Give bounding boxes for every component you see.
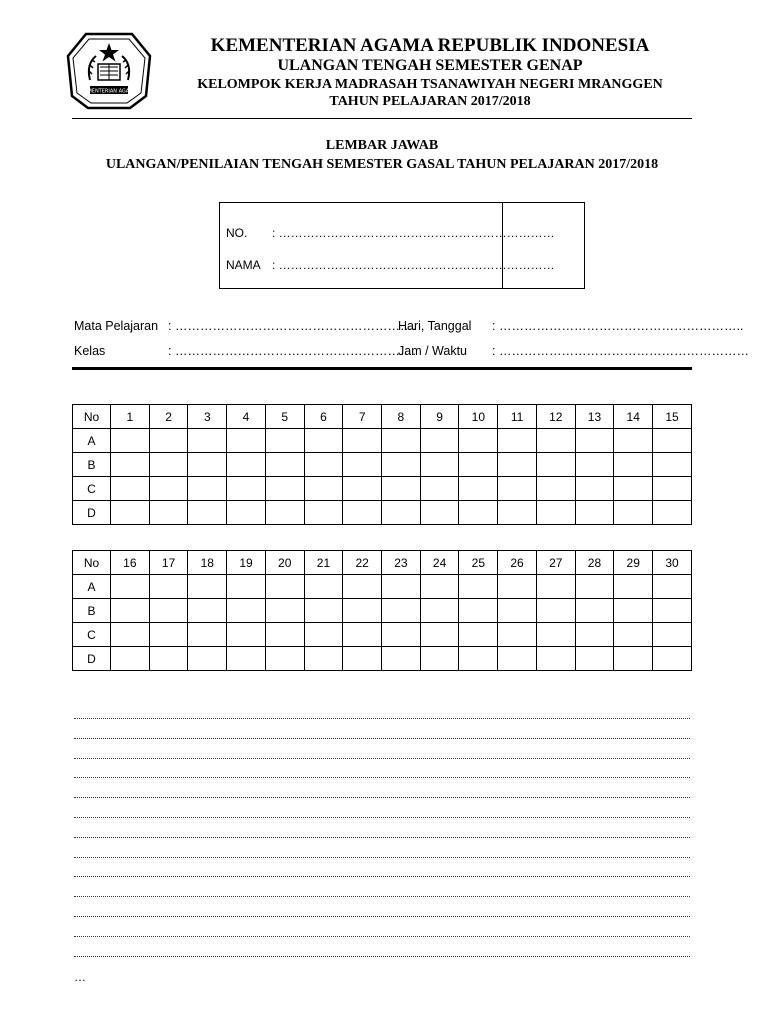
- question-number: 28: [575, 551, 614, 575]
- answer-grid-16-30: [72, 550, 692, 671]
- answer-cell[interactable]: [111, 429, 150, 453]
- question-number: 18: [188, 551, 227, 575]
- option-label: B: [73, 453, 111, 477]
- answer-cell[interactable]: [149, 429, 188, 453]
- kelas-label: Kelas: [74, 344, 106, 358]
- answer-cell[interactable]: [614, 453, 653, 477]
- essay-line[interactable]: [74, 817, 690, 818]
- answer-cell[interactable]: [653, 501, 692, 525]
- question-number: 13: [575, 405, 614, 429]
- question-number: 7: [343, 405, 382, 429]
- question-number: 9: [420, 405, 459, 429]
- question-number: 17: [149, 551, 188, 575]
- answer-cell[interactable]: [304, 599, 343, 623]
- answer-cell[interactable]: [382, 453, 421, 477]
- answer-cell[interactable]: [382, 647, 421, 671]
- answer-cell[interactable]: [653, 623, 692, 647]
- essay-line[interactable]: [74, 876, 690, 877]
- answer-cell[interactable]: [343, 429, 382, 453]
- answer-cell[interactable]: [149, 647, 188, 671]
- answer-cell[interactable]: [653, 575, 692, 599]
- nama-field[interactable]: : ……………………………………………………………: [272, 258, 555, 272]
- answer-cell[interactable]: [188, 647, 227, 671]
- kelas-row[interactable]: [74, 344, 416, 358]
- answer-cell[interactable]: [343, 453, 382, 477]
- question-number: 22: [343, 551, 382, 575]
- answer-cell[interactable]: [382, 477, 421, 501]
- question-number: 2: [149, 405, 188, 429]
- header-group: KELOMPOK KERJA MADRASAH TSANAWIYAH NEGERI MRANGGEN: [197, 77, 663, 92]
- answer-cell[interactable]: [343, 575, 382, 599]
- answer-cell[interactable]: [575, 575, 614, 599]
- answer-cell[interactable]: [265, 599, 304, 623]
- answer-cell[interactable]: [459, 501, 498, 525]
- answer-cell[interactable]: [343, 501, 382, 525]
- jam-row[interactable]: [398, 344, 749, 358]
- answer-grid-1-15: [72, 404, 692, 525]
- header-exam: ULANGAN TENGAH SEMESTER GENAP: [277, 57, 583, 74]
- option-row: [73, 599, 692, 623]
- answer-cell[interactable]: [459, 647, 498, 671]
- question-number: 3: [188, 405, 227, 429]
- answer-cell[interactable]: [265, 453, 304, 477]
- svg-text:KEMENTERIAN AGAMA: KEMENTERIAN AGAMA: [81, 88, 137, 95]
- info-divider: [72, 367, 692, 370]
- question-number: 21: [304, 551, 343, 575]
- essay-line[interactable]: [74, 857, 690, 858]
- answer-cell[interactable]: [498, 429, 537, 453]
- answer-cell[interactable]: [382, 623, 421, 647]
- answer-cell[interactable]: [149, 575, 188, 599]
- answer-cell[interactable]: [188, 599, 227, 623]
- question-number: 12: [536, 405, 575, 429]
- identity-box: [219, 202, 585, 289]
- answer-cell[interactable]: [343, 599, 382, 623]
- answer-cell[interactable]: [265, 501, 304, 525]
- answer-cell[interactable]: [227, 575, 266, 599]
- question-number: 14: [614, 405, 653, 429]
- question-number: 16: [111, 551, 150, 575]
- answer-cell[interactable]: [653, 647, 692, 671]
- option-row: [73, 453, 692, 477]
- question-number: 15: [653, 405, 692, 429]
- nama-label: NAMA: [226, 258, 261, 272]
- answer-cell[interactable]: [498, 453, 537, 477]
- grid-no-label: No: [73, 551, 111, 575]
- answer-cell[interactable]: [498, 575, 537, 599]
- option-label: B: [73, 599, 111, 623]
- option-label: C: [73, 477, 111, 501]
- answer-cell[interactable]: [536, 623, 575, 647]
- option-row: [73, 647, 692, 671]
- question-number: 4: [227, 405, 266, 429]
- question-number: 26: [498, 551, 537, 575]
- no-field[interactable]: : ……………………………………………………………: [272, 226, 555, 240]
- answer-cell[interactable]: [498, 501, 537, 525]
- question-number: 23: [382, 551, 421, 575]
- answer-cell[interactable]: [420, 647, 459, 671]
- question-number: 8: [382, 405, 421, 429]
- answer-cell[interactable]: [420, 453, 459, 477]
- ministry-logo: [66, 30, 152, 110]
- answer-cell[interactable]: [536, 599, 575, 623]
- answer-cell[interactable]: [304, 453, 343, 477]
- answer-cell[interactable]: [227, 429, 266, 453]
- jam-label: Jam / Waktu: [398, 344, 467, 358]
- grid-header-row: [73, 405, 692, 429]
- answer-cell[interactable]: [498, 599, 537, 623]
- question-number: 27: [536, 551, 575, 575]
- answer-cell[interactable]: [149, 501, 188, 525]
- essay-line[interactable]: [74, 916, 690, 917]
- question-number: 19: [227, 551, 266, 575]
- answer-cell[interactable]: [614, 575, 653, 599]
- answer-cell[interactable]: [459, 477, 498, 501]
- answer-cell[interactable]: [111, 453, 150, 477]
- answer-cell[interactable]: [304, 477, 343, 501]
- question-number: 10: [459, 405, 498, 429]
- answer-cell[interactable]: [265, 477, 304, 501]
- identity-no-row[interactable]: [226, 226, 555, 240]
- answer-cell[interactable]: [382, 429, 421, 453]
- answer-cell[interactable]: [614, 647, 653, 671]
- answer-cell[interactable]: [149, 623, 188, 647]
- answer-cell[interactable]: [575, 623, 614, 647]
- option-label: C: [73, 623, 111, 647]
- header-ministry: KEMENTERIAN AGAMA REPUBLIK INDONESIA: [210, 35, 650, 56]
- answer-cell[interactable]: [265, 647, 304, 671]
- answer-cell[interactable]: [227, 477, 266, 501]
- answer-cell[interactable]: [227, 647, 266, 671]
- answer-cell[interactable]: [149, 453, 188, 477]
- answer-cell[interactable]: [459, 453, 498, 477]
- answer-cell[interactable]: [343, 647, 382, 671]
- answer-cell[interactable]: [111, 599, 150, 623]
- answer-cell[interactable]: [420, 429, 459, 453]
- answer-cell[interactable]: [536, 453, 575, 477]
- answer-cell[interactable]: [614, 599, 653, 623]
- answer-cell[interactable]: [188, 501, 227, 525]
- essay-line[interactable]: [74, 956, 690, 957]
- answer-cell[interactable]: [343, 623, 382, 647]
- question-number: 6: [304, 405, 343, 429]
- essay-line[interactable]: [74, 837, 690, 838]
- grid-header-row: [73, 551, 692, 575]
- answer-cell[interactable]: [382, 575, 421, 599]
- question-number: 24: [420, 551, 459, 575]
- essay-line[interactable]: [74, 896, 690, 897]
- answer-cell[interactable]: [111, 477, 150, 501]
- answer-cell[interactable]: [149, 599, 188, 623]
- answer-cell[interactable]: [536, 575, 575, 599]
- jam-field[interactable]: : ……………………………………………………: [492, 344, 749, 358]
- question-number: 20: [265, 551, 304, 575]
- question-number: 29: [614, 551, 653, 575]
- no-label: NO.: [226, 226, 248, 240]
- answer-cell[interactable]: [575, 599, 614, 623]
- header-year: TAHUN PELAJARAN 2017/2018: [329, 94, 531, 109]
- answer-cell[interactable]: [149, 477, 188, 501]
- answer-cell[interactable]: [614, 477, 653, 501]
- question-number: 25: [459, 551, 498, 575]
- mapel-row[interactable]: [74, 319, 416, 333]
- question-number: 11: [498, 405, 537, 429]
- answer-cell[interactable]: [459, 575, 498, 599]
- answer-cell[interactable]: [420, 623, 459, 647]
- mapel-field[interactable]: : ………………………………………………….: [168, 319, 416, 333]
- question-number: 1: [111, 405, 150, 429]
- option-row: [73, 477, 692, 501]
- hari-label: Hari, Tanggal: [398, 319, 472, 333]
- answer-cell[interactable]: [111, 501, 150, 525]
- answer-cell[interactable]: [614, 623, 653, 647]
- identity-nama-row[interactable]: [226, 258, 555, 272]
- option-label: A: [73, 575, 111, 599]
- answer-cell[interactable]: [575, 477, 614, 501]
- answer-cell[interactable]: [111, 575, 150, 599]
- answer-cell[interactable]: [614, 501, 653, 525]
- answer-cell[interactable]: [188, 623, 227, 647]
- answer-cell[interactable]: [653, 599, 692, 623]
- answer-cell[interactable]: [498, 477, 537, 501]
- answer-cell[interactable]: [227, 501, 266, 525]
- answer-cell[interactable]: [304, 501, 343, 525]
- answer-cell[interactable]: [536, 429, 575, 453]
- option-row: [73, 429, 692, 453]
- option-label: A: [73, 429, 111, 453]
- answer-cell[interactable]: [227, 453, 266, 477]
- mapel-label: Mata Pelajaran: [74, 319, 159, 333]
- answer-cell[interactable]: [382, 501, 421, 525]
- option-row: [73, 501, 692, 525]
- answer-cell[interactable]: [420, 575, 459, 599]
- grid-no-label: No: [73, 405, 111, 429]
- hari-field[interactable]: : …………………………………………………..: [492, 319, 744, 333]
- answer-cell[interactable]: [265, 575, 304, 599]
- answer-cell[interactable]: [536, 501, 575, 525]
- answer-cell[interactable]: [653, 429, 692, 453]
- essay-line[interactable]: [74, 718, 690, 719]
- sheet-subtitle: ULANGAN/PENILAIAN TENGAH SEMESTER GASAL TAHUN PELAJARAN 2017/2018: [105, 157, 659, 172]
- kelas-field[interactable]: : ………………………………………………….: [168, 344, 416, 358]
- option-row: [73, 623, 692, 647]
- option-label: D: [73, 647, 111, 671]
- essay-line[interactable]: [74, 738, 690, 739]
- answer-cell[interactable]: [459, 599, 498, 623]
- answer-cell[interactable]: [227, 599, 266, 623]
- answer-cell[interactable]: [304, 647, 343, 671]
- answer-cell[interactable]: [420, 599, 459, 623]
- answer-cell[interactable]: [420, 477, 459, 501]
- answer-cell[interactable]: [459, 429, 498, 453]
- option-label: D: [73, 501, 111, 525]
- answer-cell[interactable]: [304, 429, 343, 453]
- photo-box-divider: [502, 203, 503, 288]
- answer-cell[interactable]: [343, 477, 382, 501]
- answer-cell[interactable]: [188, 429, 227, 453]
- answer-cell[interactable]: [111, 647, 150, 671]
- essay-line[interactable]: [74, 777, 690, 778]
- answer-cell[interactable]: [575, 429, 614, 453]
- answer-cell[interactable]: [536, 477, 575, 501]
- option-row: [73, 575, 692, 599]
- answer-cell[interactable]: [188, 477, 227, 501]
- answer-cell[interactable]: [188, 453, 227, 477]
- question-number: 5: [265, 405, 304, 429]
- answer-cell[interactable]: [575, 647, 614, 671]
- answer-cell[interactable]: [653, 453, 692, 477]
- answer-cell[interactable]: [575, 501, 614, 525]
- answer-cell[interactable]: [382, 599, 421, 623]
- question-number: 30: [653, 551, 692, 575]
- answer-cell[interactable]: [111, 623, 150, 647]
- answer-cell[interactable]: [188, 575, 227, 599]
- answer-cell[interactable]: [653, 477, 692, 501]
- hari-row[interactable]: [398, 319, 743, 333]
- answer-cell[interactable]: [304, 623, 343, 647]
- answer-cell[interactable]: [536, 647, 575, 671]
- answer-cell[interactable]: [227, 623, 266, 647]
- essay-tail: …: [74, 970, 86, 984]
- answer-cell[interactable]: [459, 623, 498, 647]
- answer-cell[interactable]: [498, 623, 537, 647]
- answer-cell[interactable]: [304, 575, 343, 599]
- answer-cell[interactable]: [265, 623, 304, 647]
- answer-cell[interactable]: [614, 429, 653, 453]
- answer-cell[interactable]: [420, 501, 459, 525]
- sheet-title: LEMBAR JAWAB: [325, 138, 439, 153]
- header-divider: [72, 118, 692, 119]
- answer-cell[interactable]: [498, 647, 537, 671]
- essay-line[interactable]: [74, 936, 690, 937]
- answer-cell[interactable]: [575, 453, 614, 477]
- answer-cell[interactable]: [265, 429, 304, 453]
- essay-line[interactable]: [74, 758, 690, 759]
- essay-line[interactable]: [74, 797, 690, 798]
